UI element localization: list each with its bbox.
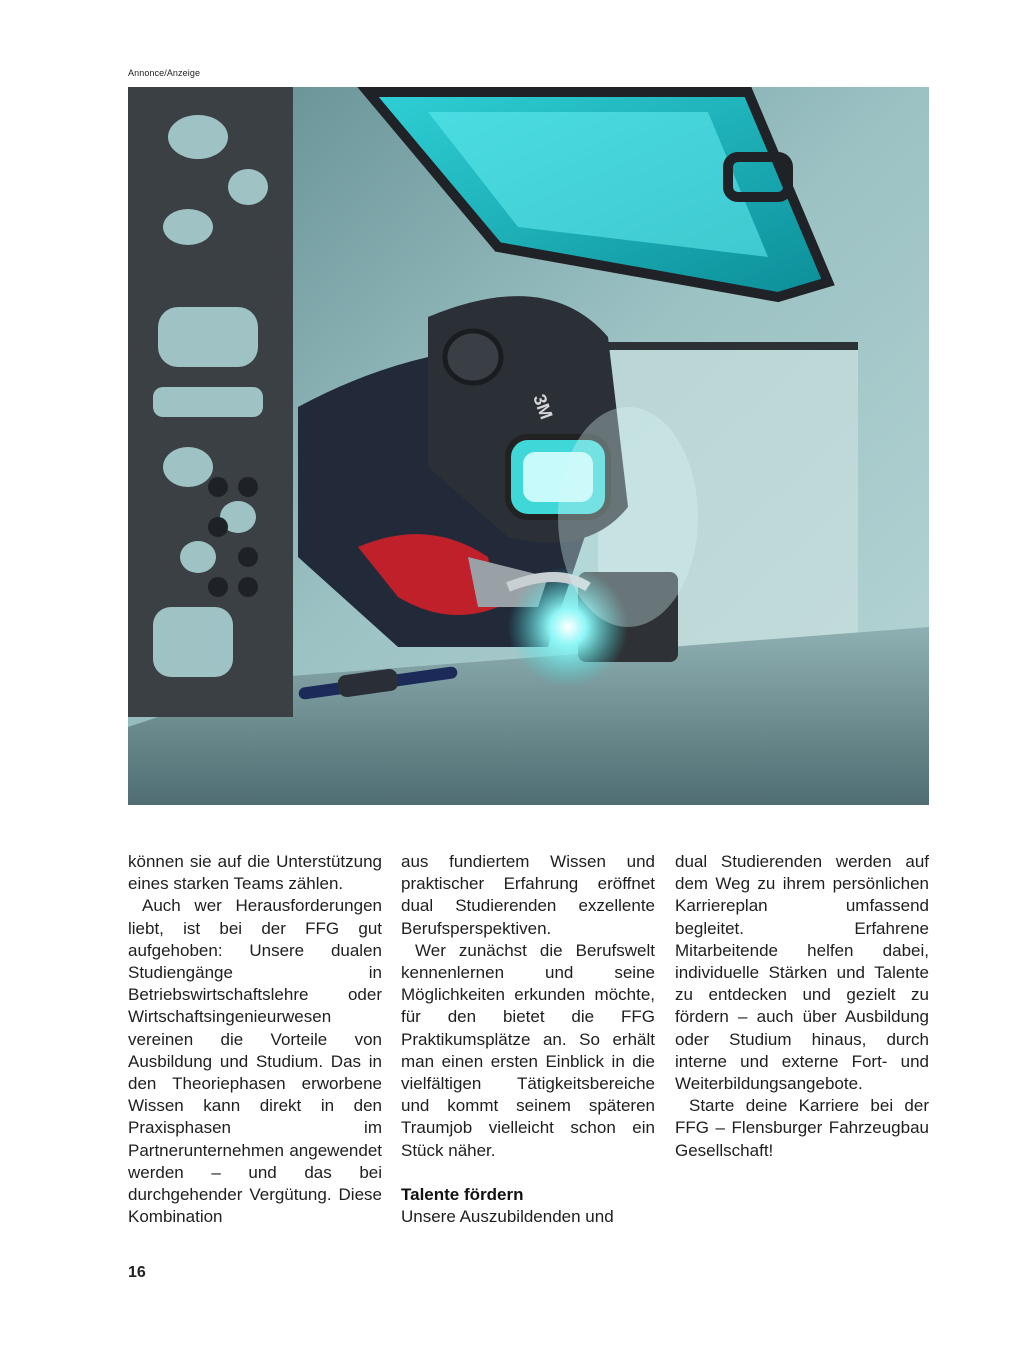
- col2-paragraph-2: Wer zunächst die Berufswelt kennenlernen und seine Möglichkeiten erkunden möchte, für den bietet die FFG Praktikumsplätze an. So erhält man einen ersten Einblick in die vielfältigen Tätigkeitsbereiche und kommt seinem späteren Traumjob vielleicht schon ein Stück näher.: [401, 940, 655, 1160]
- col3-paragraph-1: dual Studierenden werden auf dem Weg zu ihrem persönlichen Karriereplan umfassend begleitet. Erfahrene Mitarbeitende helfen dabei, individuelle Stärken und Talente zu entdecken und gezielt zu fördern – auch über Ausbildung oder Studium hinaus, durch interne und externe Fort- und Weiterbildungsangebote.: [675, 852, 929, 1094]
- welding-photo: [128, 87, 929, 805]
- col3-paragraph-2: Starte deine Karriere bei der FFG – Flensburger Fahrzeugbau Gesellschaft!: [675, 1096, 929, 1160]
- col1-paragraph-2: Auch wer Herausforderungen liebt, ist bei der FFG gut aufgehoben: Unsere dualen Studiengänge in Betriebswirtschaftslehre oder Wirtschaftsingenieurwesen vereinen die Vorteile von Ausbildung und Studium. Das in den Theoriephasen erworbene Wissen kann direkt in den Praxisphasen im Partnerunternehmen angewendet werden – und das bei durchgehender Vergütung. Diese Kombination: [128, 896, 382, 1227]
- col2-paragraph-1: aus fundiertem Wissen und praktischer Erfahrung eröffnet dual Studierenden exzellente Berufsperspektiven.: [401, 852, 655, 938]
- section-heading: Talente fördern: [401, 1184, 524, 1204]
- col1-paragraph-1: können sie auf die Unterstützung eines starken Teams zählen.: [128, 852, 382, 894]
- ad-label: Annonce/Anzeige: [128, 68, 201, 78]
- article-column-1: [128, 851, 382, 1228]
- svg-text:3M: 3M: [529, 391, 557, 422]
- col2-paragraph-3: Unsere Auszubildenden und: [401, 1207, 614, 1227]
- page-number: 16: [128, 1264, 146, 1281]
- article-column-3: [675, 851, 929, 1162]
- article-column-2: [401, 851, 655, 1228]
